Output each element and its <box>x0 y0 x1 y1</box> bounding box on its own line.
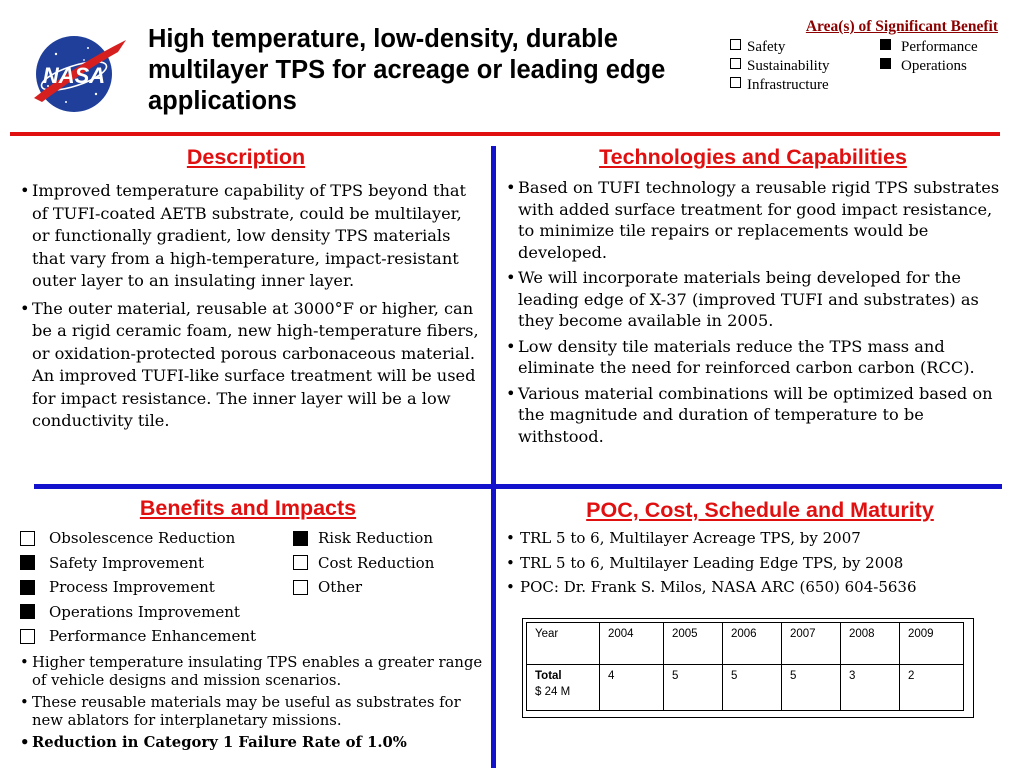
table-cell: 4 <box>600 665 664 711</box>
table-header-row <box>527 623 964 665</box>
benefit-risk-reduction: Risk Reduction <box>293 529 433 547</box>
checkbox-icon <box>293 580 308 595</box>
logo-text: NASA <box>42 63 106 88</box>
table-row-label: Total $ 24 M <box>527 665 600 711</box>
list-item: • Based on TUFI technology a reusable rigid TPS substrates with added surface treatment for good impact resistance, to minimize tile repairs or replacements would be developed. <box>506 177 1006 263</box>
list-item: • Improved temperature capability of TPS beyond that of TUFI-coated AETB substrate, could be multilayer, or functionally gradient, low density TPS materials that vary from a high-temperature, impact-resistant outer layer to an insulating inner layer. <box>20 180 482 293</box>
benefit-performance-enhancement: Performance Enhancement <box>20 627 293 645</box>
table-header: 2004 <box>600 623 664 665</box>
list-item: • The outer material, reusable at 3000°F or higher, can be a rigid ceramic foam, new high-temperature fibers, or oxidation-protected porous carbonaceous material. An improved TUFI-like surface treatment will be used for impact resistance. The inner layer will be a low conductivity tile. <box>20 298 482 433</box>
table-header: Year <box>527 623 600 665</box>
benefits-checklist <box>20 526 490 649</box>
benefit-safety-improvement: Safety Improvement <box>20 554 293 572</box>
table-header: 2009 <box>900 623 964 665</box>
checked-box-icon <box>20 580 35 595</box>
description-title: Description <box>186 145 306 169</box>
benefit-operations: Operations <box>880 58 1010 75</box>
table-cell: 2 <box>900 665 964 711</box>
horizontal-divider <box>34 484 1002 489</box>
benefit-area-title: Area(s) of Significant Benefit <box>805 18 998 35</box>
list-item: • We will incorporate materials being developed for the leading edge of X-37 (improved TUFI and substrates) as they become available in 2005. <box>506 267 1006 332</box>
benefit-other: Other <box>293 578 362 596</box>
technologies-list <box>506 177 1006 451</box>
list-item: • TRL 5 to 6, Multilayer Acreage TPS, by 2007 <box>506 526 1006 551</box>
checkbox-icon <box>730 39 741 50</box>
benefit-operations-improvement: Operations Improvement <box>20 603 293 621</box>
table-cell: 5 <box>664 665 723 711</box>
benefits-list <box>20 654 490 756</box>
benefit-cost-reduction: Cost Reduction <box>293 554 434 572</box>
page-title: High temperature, low-density, durable multilayer TPS for acreage or leading edge applications <box>148 25 666 115</box>
list-item: • These reusable materials may be useful as substrates for new ablators for interplanetary missions. <box>20 694 490 730</box>
checkbox-icon <box>20 531 35 546</box>
description-list <box>20 180 482 438</box>
checkbox-icon <box>293 555 308 570</box>
list-item: • Higher temperature insulating TPS enables a greater range of vehicle designs and mission scenarios. <box>20 654 490 690</box>
checked-box-icon <box>880 58 891 69</box>
checkbox-icon <box>730 77 741 88</box>
benefit-area-panel <box>730 18 1010 94</box>
table-header: 2005 <box>664 623 723 665</box>
benefit-performance: Performance <box>880 39 1010 56</box>
benefit-sustainability: Sustainability <box>730 58 880 75</box>
table-header: 2007 <box>782 623 841 665</box>
technologies-title: Technologies and Capabilities <box>599 145 907 169</box>
table-cell: 3 <box>841 665 900 711</box>
poc-list <box>506 526 1006 600</box>
table-cell: 5 <box>782 665 841 711</box>
list-item: • TRL 5 to 6, Multilayer Leading Edge TPS, by 2008 <box>506 551 1006 576</box>
table-row <box>527 665 964 711</box>
vertical-divider <box>491 146 496 768</box>
table-cell: 5 <box>723 665 782 711</box>
benefit-process-improvement: Process Improvement <box>20 578 293 596</box>
benefit-infrastructure: Infrastructure <box>730 77 880 94</box>
top-divider <box>10 132 1000 136</box>
checked-box-icon <box>880 39 891 50</box>
list-item: • Low density tile materials reduce the TPS mass and eliminate the need for reinforced carbon carbon (RCC). <box>506 336 1006 379</box>
list-item: • Various material combinations will be optimized based on the magnitude and duration of temperature to be withstood. <box>506 383 1006 448</box>
checked-box-icon <box>20 604 35 619</box>
table-header: 2006 <box>723 623 782 665</box>
checkbox-icon <box>730 58 741 69</box>
nasa-logo <box>26 28 130 120</box>
checkbox-icon <box>20 629 35 644</box>
benefit-safety: Safety <box>730 39 880 56</box>
table-header: 2008 <box>841 623 900 665</box>
benefit-obsolescence-reduction: Obsolescence Reduction <box>20 529 293 547</box>
poc-title: POC, Cost, Schedule and Maturity <box>586 498 934 522</box>
list-item: • POC: Dr. Frank S. Milos, NASA ARC (650) 604-5636 <box>506 575 1006 600</box>
checked-box-icon <box>20 555 35 570</box>
list-item: • Reduction in Category 1 Failure Rate of 1.0% <box>20 734 490 752</box>
benefits-title: Benefits and Impacts <box>139 496 357 520</box>
checked-box-icon <box>293 531 308 546</box>
schedule-table <box>526 622 964 711</box>
